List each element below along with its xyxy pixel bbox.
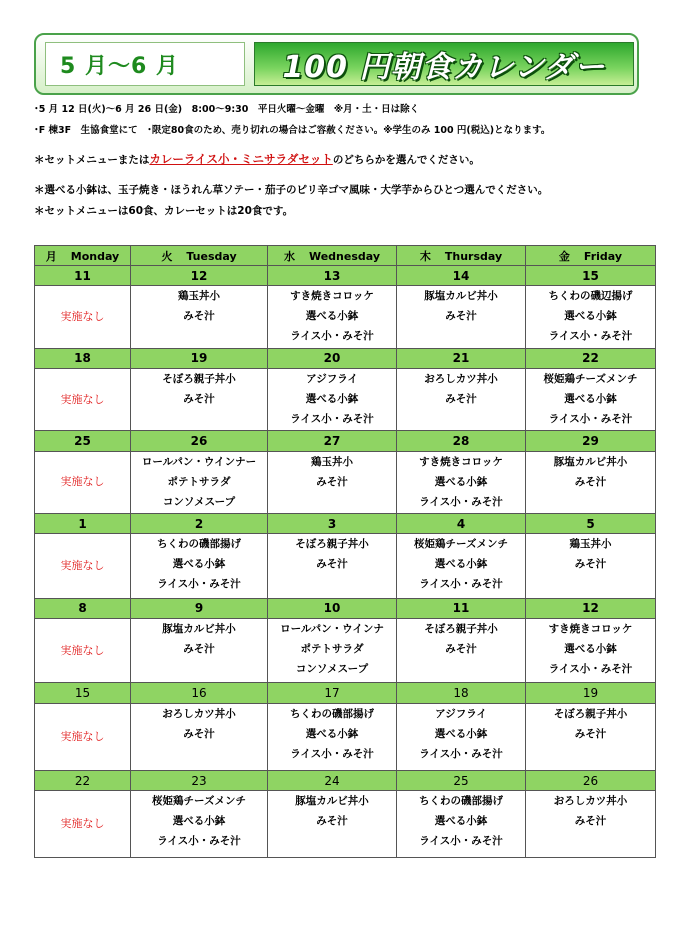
menu-item: 選べる小鉢: [172, 815, 226, 828]
menu-cell: [131, 368, 268, 431]
header-banner: [34, 33, 639, 95]
menu-item: ライス小・みそ汁: [290, 330, 374, 343]
note-curry-set-highlight: カレーライス小・ミニサラダセット: [149, 152, 333, 166]
menu-item: ロールパン・ウインナ: [280, 622, 384, 635]
weekday-header-tuesday: [131, 246, 268, 266]
date-cell: 16: [131, 683, 268, 703]
weekday-jp: 木: [419, 249, 431, 263]
menu-item: ライス小・みそ汁: [419, 495, 503, 508]
menu-item: 選べる小鉢: [434, 475, 488, 488]
menu-item: ライス小・みそ汁: [157, 835, 241, 848]
weekday-jp: 火: [161, 249, 173, 263]
date-cell: 9: [131, 598, 268, 618]
menu-cell: [268, 451, 397, 514]
menu-cell: [397, 703, 526, 771]
menu-item: 選べる小鉢: [305, 392, 359, 405]
closed-cell: 実施なし: [35, 618, 131, 683]
weekday-jp: 水: [283, 249, 295, 263]
menu-cell: [526, 451, 656, 514]
menu-item: ライス小・みそ汁: [548, 662, 633, 675]
menu-item: 選べる小鉢: [564, 310, 617, 323]
date-cell: 15: [35, 683, 131, 703]
date-cell: 11: [397, 598, 526, 618]
date-cell: 12: [526, 598, 656, 618]
date-cell: 18: [397, 683, 526, 703]
date-cell: 17: [268, 683, 397, 703]
menu-item: みそ汁: [183, 392, 215, 405]
date-cell: 25: [397, 771, 526, 791]
date-cell: 19: [131, 348, 268, 368]
menu-item: ライス小・みそ汁: [419, 835, 503, 848]
weekday-header-friday: [526, 246, 656, 266]
closed-cell: 実施なし: [35, 368, 131, 431]
menu-cell: [268, 703, 397, 771]
menu-cell: [526, 286, 656, 349]
date-cell: 29: [526, 431, 656, 451]
date-cell: 14: [397, 266, 526, 286]
date-row: [35, 771, 656, 791]
weekday-en: Wednesday: [308, 249, 381, 263]
menu-row: [35, 286, 656, 349]
closed-cell: 実施なし: [35, 534, 131, 599]
weekday-en: Tuesday: [186, 249, 237, 263]
menu-item: ちくわの磯部揚げ: [419, 795, 503, 808]
date-row: [35, 598, 656, 618]
menu-item: すき焼きコロッケ: [419, 455, 503, 468]
menu-cell: [131, 286, 268, 349]
date-cell: 5: [526, 514, 656, 534]
date-cell: 19: [526, 683, 656, 703]
menu-item: コンソメスープ: [162, 495, 236, 508]
note-set-choice: [34, 151, 480, 167]
menu-item: アジフライ: [306, 372, 358, 385]
menu-item: 選べる小鉢: [434, 558, 488, 571]
menu-row: [35, 618, 656, 683]
menu-cell: [397, 286, 526, 349]
menu-item: ロールパン・ウインナー: [141, 455, 257, 468]
date-row: [35, 266, 656, 286]
menu-cell: [526, 534, 656, 599]
closed-cell: 実施なし: [35, 451, 131, 514]
menu-row: [35, 791, 656, 858]
weekday-en: Friday: [583, 249, 623, 263]
menu-item: 選べる小鉢: [564, 392, 617, 405]
date-cell: 22: [526, 348, 656, 368]
menu-item: おろしカツ丼小: [162, 707, 236, 720]
calendar-body: [35, 266, 656, 858]
menu-item: みそ汁: [183, 642, 215, 655]
menu-item: ちくわの磯部揚げ: [290, 707, 374, 720]
date-cell: 21: [397, 348, 526, 368]
menu-item: そぼろ親子丼小: [295, 538, 369, 551]
menu-item: みそ汁: [445, 310, 477, 323]
info-location: ･F 棟3F 生協食堂にて ･限定80食のため、売り切れの場合はご容赦ください。※学生のみ 100 円(税込)となります。: [34, 125, 551, 136]
menu-cell: [268, 368, 397, 431]
menu-cell: [268, 791, 397, 858]
closed-cell: 実施なし: [35, 286, 131, 349]
menu-cell: [526, 703, 656, 771]
header-title: 100 円朝食カレンダー: [254, 42, 634, 86]
menu-item: すき焼きコロッケ: [290, 290, 374, 303]
menu-item: 選べる小鉢: [434, 815, 488, 828]
menu-cell: [397, 451, 526, 514]
menu-cell: [268, 286, 397, 349]
date-row: [35, 348, 656, 368]
date-cell: 8: [35, 598, 131, 618]
menu-cell: [268, 534, 397, 599]
menu-item: ちくわの磯部揚げ: [157, 538, 241, 551]
menu-item: 選べる小鉢: [305, 310, 359, 323]
date-cell: 11: [35, 266, 131, 286]
weekday-jp: 月: [45, 249, 57, 263]
date-cell: 15: [526, 266, 656, 286]
menu-cell: [131, 791, 268, 858]
menu-cell: [268, 618, 397, 683]
date-cell: 26: [131, 431, 268, 451]
menu-item: みそ汁: [445, 642, 477, 655]
menu-cell: [131, 534, 268, 599]
menu-item: ライス小・みそ汁: [157, 578, 241, 591]
weekday-header-thursday: [397, 246, 526, 266]
menu-item: 選べる小鉢: [434, 727, 488, 740]
breakfast-calendar: [34, 245, 656, 858]
menu-item: 選べる小鉢: [564, 642, 617, 655]
weekday-header-row: [35, 246, 656, 266]
note-set-choice-prefix: ＊セットメニューまたは: [34, 154, 150, 166]
menu-item: そぼろ親子丼小: [424, 622, 498, 635]
menu-cell: [397, 618, 526, 683]
menu-item: 選べる小鉢: [172, 558, 226, 571]
date-row: [35, 514, 656, 534]
weekday-jp: 金: [558, 249, 570, 263]
date-cell: 1: [35, 514, 131, 534]
menu-item: 豚塩カルビ丼小: [424, 290, 498, 303]
date-cell: 27: [268, 431, 397, 451]
menu-item: 豚塩カルビ丼小: [553, 455, 628, 468]
date-cell: 23: [131, 771, 268, 791]
menu-item: 豚塩カルビ丼小: [295, 795, 369, 808]
note-side-dish: ＊選べる小鉢は、玉子焼き・ほうれん草ソテー・茄子のピリ辛ゴマ風味・大学芋からひとつ選んでください。: [34, 184, 549, 196]
menu-item: ポテトサラダ: [167, 475, 231, 488]
menu-item: 鶏玉丼小: [569, 538, 612, 551]
menu-item: アジフライ: [435, 707, 487, 720]
date-cell: 24: [268, 771, 397, 791]
menu-item: ライス小・みそ汁: [419, 578, 503, 591]
date-cell: 25: [35, 431, 131, 451]
menu-item: みそ汁: [574, 727, 607, 740]
menu-cell: [131, 451, 268, 514]
menu-cell: [526, 618, 656, 683]
date-cell: 22: [35, 771, 131, 791]
date-cell: 26: [526, 771, 656, 791]
menu-cell: [131, 703, 268, 771]
menu-cell: [526, 368, 656, 431]
weekday-header-monday: [35, 246, 131, 266]
menu-item: 選べる小鉢: [305, 727, 359, 740]
date-cell: 2: [131, 514, 268, 534]
menu-item: ライス小・みそ汁: [290, 747, 374, 760]
menu-item: すき焼きコロッケ: [548, 622, 633, 635]
menu-item: ライス小・みそ汁: [290, 412, 374, 425]
header-date-range: 5 月～6 月: [45, 42, 245, 86]
date-cell: 3: [268, 514, 397, 534]
date-row: [35, 683, 656, 703]
menu-item: コンソメスープ: [295, 662, 369, 675]
menu-item: みそ汁: [445, 392, 477, 405]
menu-item: 桜姫鶏チーズメンチ: [543, 372, 638, 385]
menu-row: [35, 534, 656, 599]
date-cell: 4: [397, 514, 526, 534]
menu-row: [35, 368, 656, 431]
menu-cell: [131, 618, 268, 683]
date-cell: 28: [397, 431, 526, 451]
menu-item: みそ汁: [183, 310, 215, 323]
menu-cell: [397, 534, 526, 599]
date-row: [35, 431, 656, 451]
menu-item: そぼろ親子丼小: [553, 707, 628, 720]
date-cell: 13: [268, 266, 397, 286]
menu-item: みそ汁: [183, 727, 215, 740]
menu-item: ライス小・みそ汁: [548, 330, 633, 343]
date-cell: 20: [268, 348, 397, 368]
weekday-en: Monday: [70, 249, 120, 263]
menu-cell: [526, 791, 656, 858]
menu-item: 鶏玉丼小: [178, 290, 220, 303]
weekday-header-wednesday: [268, 246, 397, 266]
menu-item: みそ汁: [316, 475, 348, 488]
note-quantity: ＊セットメニューは60食、カレーセットは20食です。: [34, 205, 294, 217]
menu-item: ライス小・みそ汁: [419, 747, 503, 760]
menu-item: そぼろ親子丼小: [162, 372, 236, 385]
menu-item: おろしカツ丼小: [553, 795, 628, 808]
menu-item: 豚塩カルビ丼小: [162, 622, 236, 635]
closed-cell: 実施なし: [35, 703, 131, 771]
date-cell: 18: [35, 348, 131, 368]
menu-item: おろしカツ丼小: [424, 372, 498, 385]
date-cell: 10: [268, 598, 397, 618]
note-set-choice-suffix: のどちらかを選んでください。: [332, 154, 480, 166]
menu-cell: [397, 368, 526, 431]
menu-item: みそ汁: [574, 558, 607, 571]
date-cell: 12: [131, 266, 268, 286]
weekday-en: Thursday: [444, 249, 503, 263]
menu-item: みそ汁: [316, 815, 348, 828]
info-schedule: ･5 月 12 日(火)～6 月 26 日(金) 8:00～9:30 平日火曜～金曜 ※月・土・日は除く: [34, 104, 420, 115]
menu-row: [35, 451, 656, 514]
menu-item: 桜姫鶏チーズメンチ: [414, 538, 508, 551]
menu-item: ちくわの磯辺揚げ: [548, 290, 633, 303]
menu-item: 桜姫鶏チーズメンチ: [152, 795, 246, 808]
menu-item: ライス小・みそ汁: [548, 412, 633, 425]
menu-item: 鶏玉丼小: [311, 455, 353, 468]
menu-item: ポテトサラダ: [300, 642, 364, 655]
menu-cell: [397, 791, 526, 858]
menu-item: みそ汁: [574, 475, 607, 488]
closed-cell: 実施なし: [35, 791, 131, 858]
menu-item: みそ汁: [316, 558, 348, 571]
menu-row: [35, 703, 656, 771]
menu-item: みそ汁: [574, 815, 607, 828]
